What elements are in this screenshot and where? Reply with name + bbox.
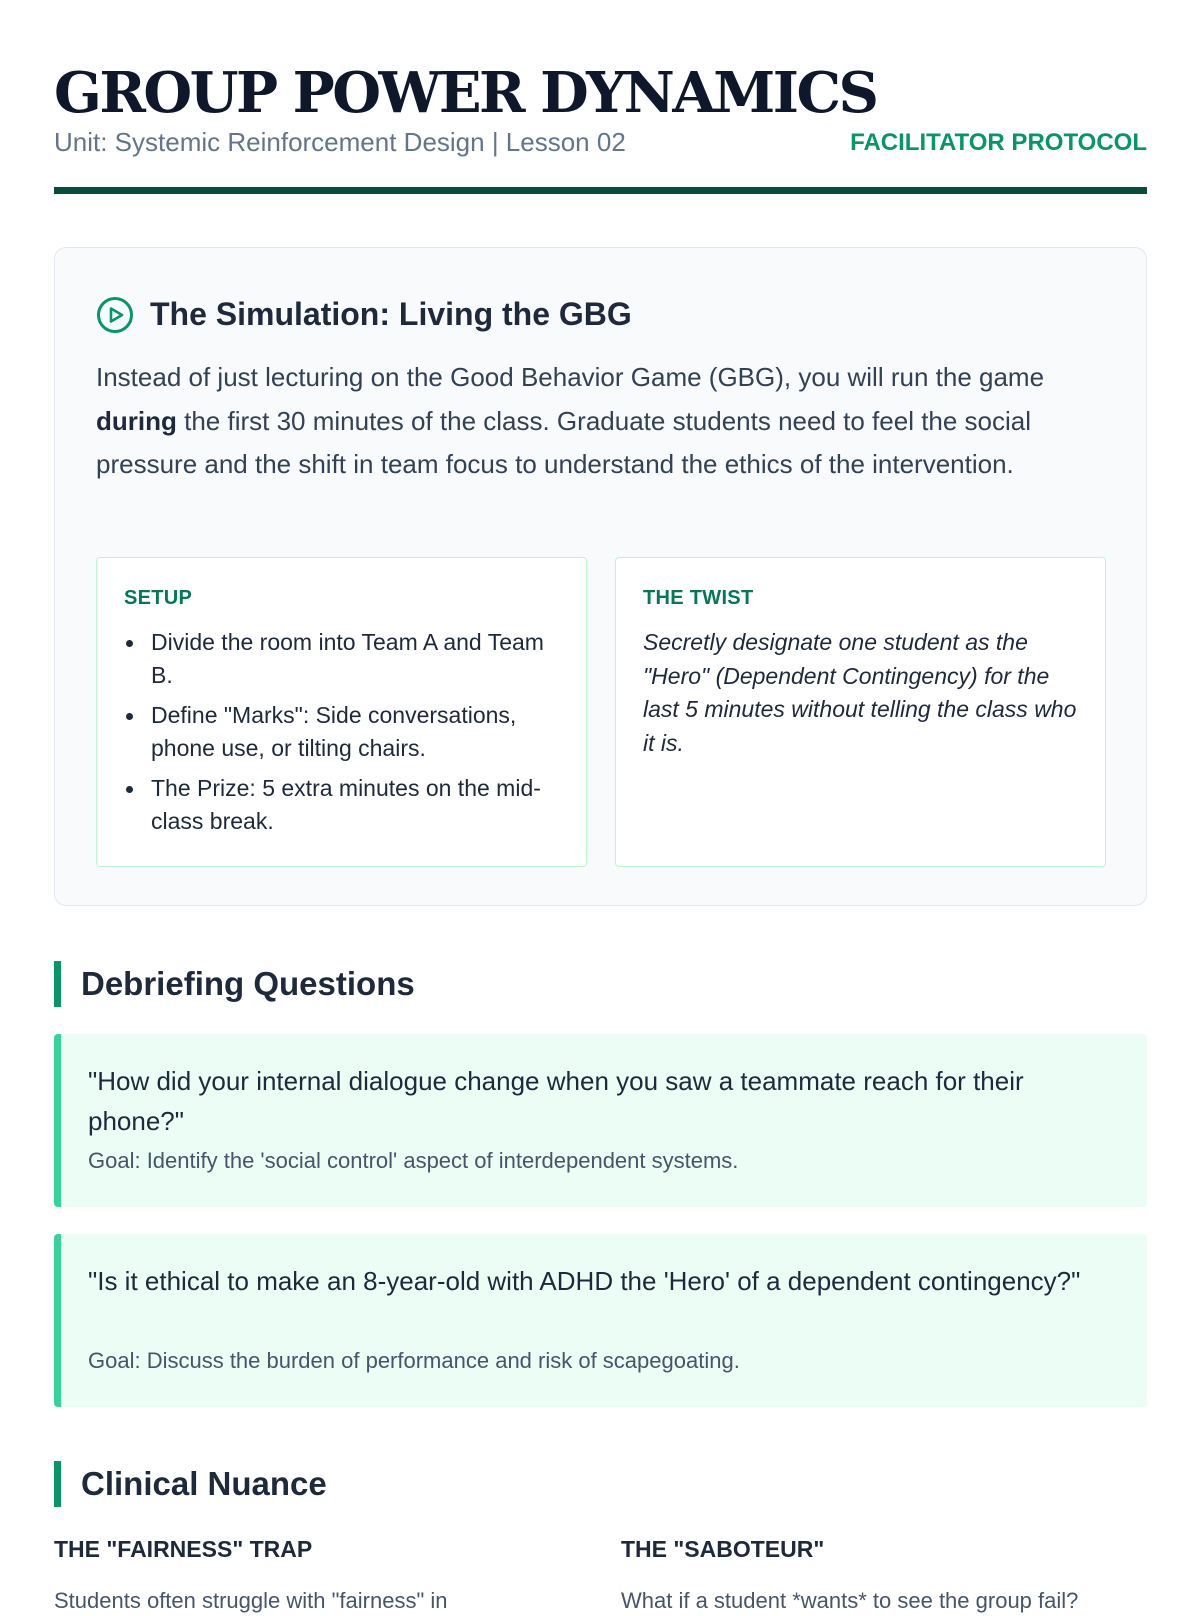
- setup-list: [124, 626, 564, 845]
- column-heading: THE "FAIRNESS" TRAP: [54, 1536, 313, 1562]
- section-title: Debriefing Questions: [81, 965, 415, 1002]
- page-header: [54, 56, 1147, 194]
- debriefing-section-heading: [54, 961, 654, 1007]
- fairness-trap-column: [54, 1534, 584, 1616]
- question-card: [54, 1034, 1147, 1207]
- question-text: "Is it ethical to make an 8-year-old with ADHD the 'Hero' of a dependent contingency?": [88, 1266, 1081, 1296]
- question-text: "How did your internal dialogue change when you saw a teammate reach for their phone?": [88, 1066, 1024, 1136]
- twist-heading: THE TWIST: [643, 587, 754, 609]
- header-divider: [54, 187, 1147, 194]
- twist-text: Secretly designate one student as the "Hero" (Dependent Contingency) for the last 5 minutes without telling the class who it is.: [643, 629, 1077, 756]
- setup-item: The Prize: 5 extra minutes on the mid-class break.: [124, 772, 564, 838]
- question-card: [54, 1234, 1147, 1407]
- intro-text-start: Instead of just lecturing on the Good Behavior Game (GBG), you will run the game: [96, 362, 1045, 392]
- saboteur-column: [621, 1534, 1151, 1616]
- section-accent-bar: [54, 1461, 61, 1507]
- section-title: Clinical Nuance: [81, 1465, 327, 1502]
- page-title: GROUP POWER DYNAMICS: [54, 60, 877, 126]
- setup-item: Divide the room into Team A and Team B.: [124, 626, 564, 692]
- lesson-page: [54, 0, 1147, 1613]
- column-heading: THE "SABOTEUR": [621, 1536, 825, 1562]
- question-goal: Goal: Identify the 'social control' aspect of interdependent systems.: [88, 1148, 739, 1173]
- setup-item: Define "Marks": Side conversations, phone use, or tilting chairs.: [124, 699, 564, 765]
- protocol-tag: FACILITATOR PROTOCOL: [850, 129, 1147, 156]
- play-circle-icon: [96, 296, 134, 334]
- simulation-title: The Simulation: Living the GBG: [150, 296, 632, 332]
- page-subtitle: Unit: Systemic Reinforcement Design | Lesson 02: [54, 127, 626, 157]
- intro-text-bold: during: [96, 405, 177, 436]
- column-text: What if a student *wants* to see the group fail?: [621, 1588, 1079, 1613]
- section-accent-bar: [54, 961, 61, 1007]
- intro-text-end: the first 30 minutes of the class. Graduate students need to feel the social pressure and the shift in team focus to understand the ethics of the intervention.: [96, 405, 1032, 479]
- question-goal: Goal: Discuss the burden of performance and risk of scapegoating.: [88, 1348, 740, 1373]
- setup-heading: SETUP: [124, 587, 193, 609]
- setup-box: [96, 557, 587, 867]
- clinical-nuance-section-heading: [54, 1461, 654, 1507]
- simulation-intro: [96, 356, 1096, 487]
- simulation-card: [54, 247, 1147, 906]
- column-text: Students often struggle with "fairness" in: [54, 1588, 448, 1613]
- twist-box: [615, 557, 1106, 867]
